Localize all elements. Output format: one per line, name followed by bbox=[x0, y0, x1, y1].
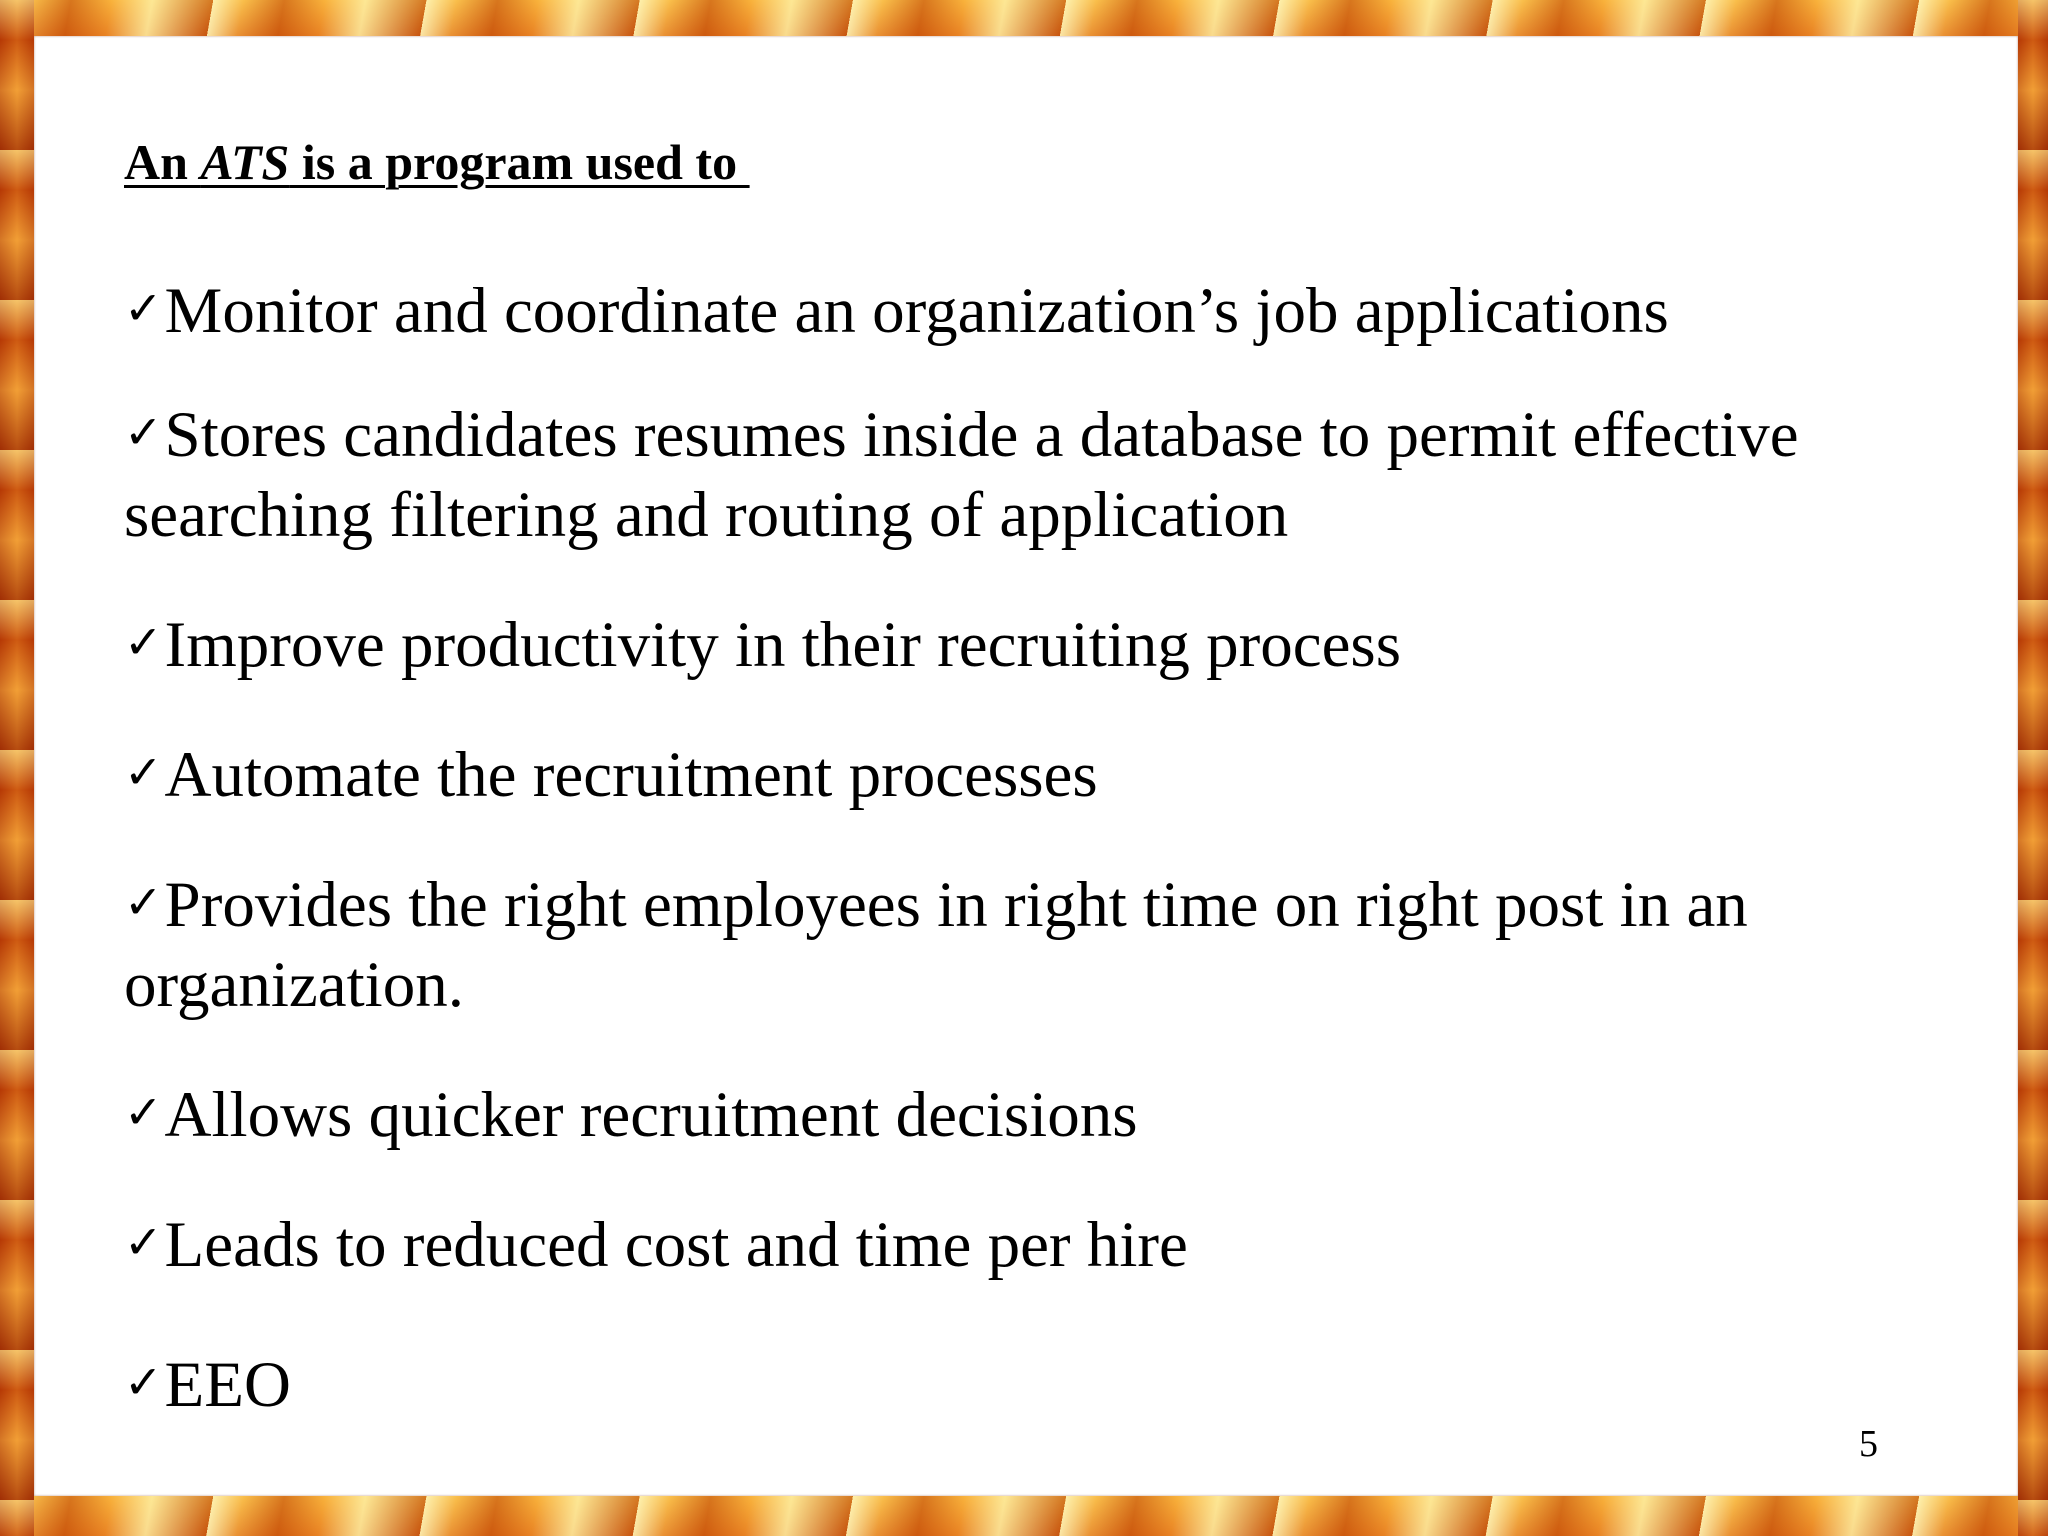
bullet-text: Automate the recruitment processes bbox=[164, 739, 1098, 811]
check-mark-icon: ✓ bbox=[124, 281, 163, 335]
check-mark-icon: ✓ bbox=[124, 1355, 163, 1409]
check-mark-icon: ✓ bbox=[124, 1085, 163, 1139]
bullet-item bbox=[124, 1202, 1954, 1285]
bullet-item bbox=[124, 268, 1954, 351]
decorative-frame-left bbox=[0, 0, 34, 1536]
bullet-text: EEO bbox=[164, 1349, 291, 1421]
bullet-text: Stores candidates resumes inside a database to permit effective searching filtering and routing of application bbox=[124, 399, 1799, 551]
slide-heading bbox=[124, 133, 750, 191]
decorative-frame-right bbox=[2018, 0, 2048, 1536]
bullet-item bbox=[124, 1072, 1954, 1155]
bullet-item bbox=[124, 862, 1954, 1025]
slide-content bbox=[34, 36, 2018, 1496]
check-mark-icon: ✓ bbox=[124, 405, 163, 459]
check-mark-icon: ✓ bbox=[124, 615, 163, 669]
bullet-text: Allows quicker recruitment decisions bbox=[164, 1079, 1138, 1151]
bullet-item bbox=[124, 602, 1954, 685]
check-mark-icon: ✓ bbox=[124, 1215, 163, 1269]
bullet-text: Improve productivity in their recruiting process bbox=[164, 609, 1402, 681]
bullet-text: Provides the right employees in right time on right post in an organization. bbox=[124, 869, 1748, 1021]
bullet-item bbox=[124, 732, 1954, 815]
heading-prefix: An bbox=[124, 134, 201, 190]
decorative-frame-bottom bbox=[0, 1496, 2048, 1536]
decorative-frame-top bbox=[0, 0, 2048, 36]
bullet-text: Monitor and coordinate an organization’s job applications bbox=[164, 275, 1669, 347]
heading-emphasis: ATS bbox=[200, 134, 290, 190]
check-mark-icon: ✓ bbox=[124, 745, 163, 799]
page-number: 5 bbox=[1859, 1423, 1878, 1465]
bullet-item bbox=[124, 392, 1954, 555]
bullet-text: Leads to reduced cost and time per hire bbox=[164, 1209, 1188, 1281]
bullet-item bbox=[124, 1342, 1954, 1425]
heading-suffix: is a program used to bbox=[289, 134, 750, 190]
check-mark-icon: ✓ bbox=[124, 875, 163, 929]
